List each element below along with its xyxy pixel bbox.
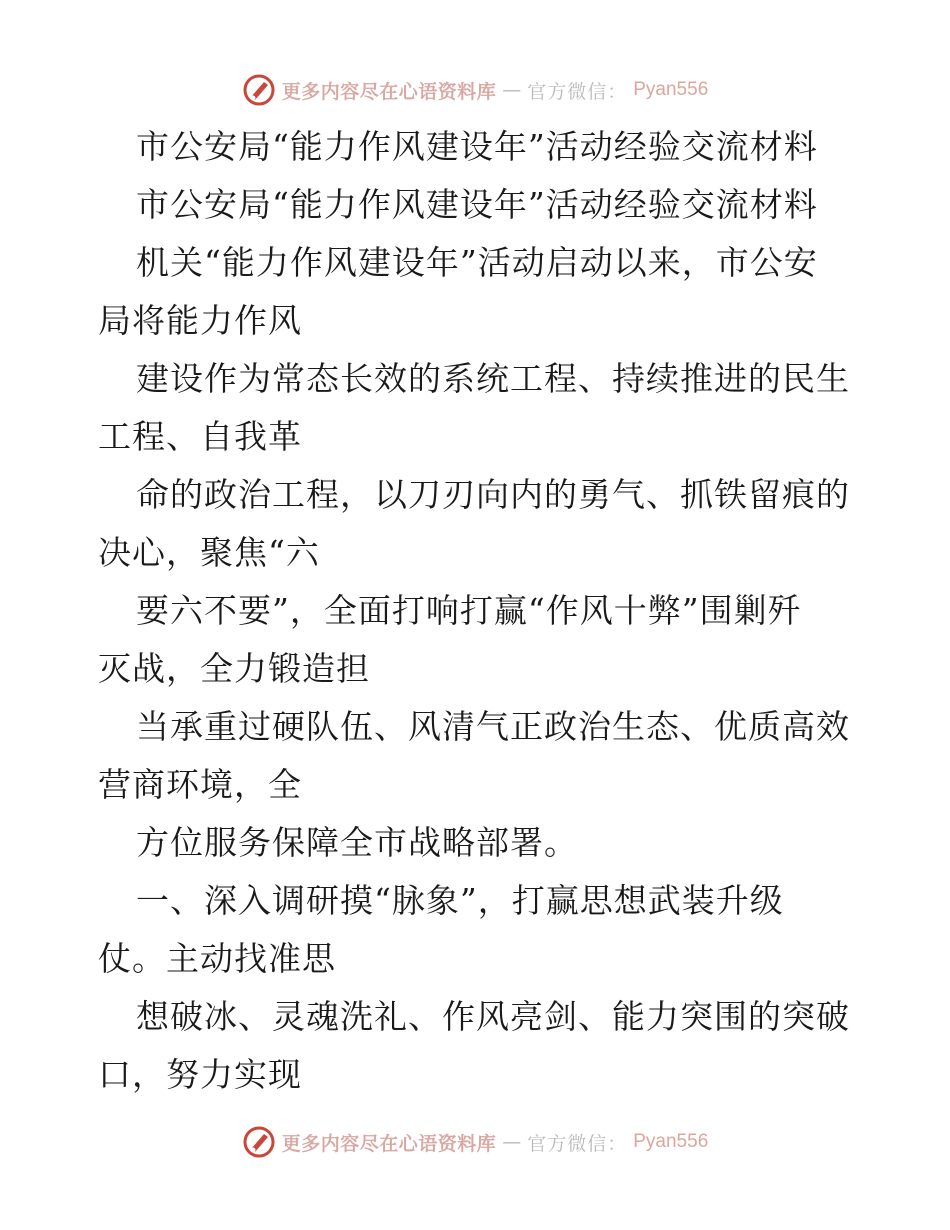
doc-line: 当承重过硬队伍、风清气正政治生态、优质高效	[136, 707, 850, 746]
footer-watermark-banner	[0, 1122, 950, 1162]
banner-main-text: 更多内容尽在心语资料库	[281, 80, 497, 103]
banner-wechat-label: 官方微信：	[527, 1132, 628, 1155]
doc-line: 灭战，全力锻造担	[98, 649, 370, 688]
brand-logo-icon	[242, 1125, 276, 1159]
doc-line: 决心，聚焦“六	[98, 533, 320, 572]
banner-separator: —	[502, 79, 522, 101]
banner-main-text: 更多内容尽在心语资料库	[281, 1132, 497, 1155]
header-watermark-banner	[0, 70, 950, 110]
doc-line: 仗。主动找准思	[98, 939, 336, 978]
doc-line: 工程、自我革	[98, 417, 302, 456]
doc-line: 一、深入调研摸“脉象”，打赢思想武装升级	[136, 881, 784, 920]
banner-wechat-id: Pyan556	[633, 1131, 709, 1152]
doc-line: 市公安局“能力作风建设年”活动经验交流材料	[136, 127, 818, 166]
doc-line: 命的政治工程，以刀刃向内的勇气、抓铁留痕的	[136, 475, 850, 514]
doc-line: 方位服务保障全市战略部署。	[136, 823, 578, 862]
doc-line: 想破冰、灵魂洗礼、作风亮剑、能力突围的突破	[136, 997, 850, 1036]
doc-line: 营商环境，全	[98, 765, 302, 804]
doc-line: 市公安局“能力作风建设年”活动经验交流材料	[136, 185, 818, 224]
banner-separator: —	[502, 1131, 522, 1153]
doc-line: 局将能力作风	[98, 301, 302, 340]
doc-line: 机关“能力作风建设年”活动启动以来，市公安	[136, 243, 818, 282]
doc-line: 口，努力实现	[98, 1055, 302, 1094]
banner-wechat-id: Pyan556	[633, 79, 709, 100]
doc-line: 要六不要”，全面打响打赢“作风十弊”围剿歼	[136, 591, 802, 630]
banner-wechat-label: 官方微信：	[527, 80, 628, 103]
document-body	[98, 118, 858, 1104]
doc-line: 建设作为常态长效的系统工程、持续推进的民生	[136, 359, 850, 398]
brand-logo-icon	[242, 73, 276, 107]
